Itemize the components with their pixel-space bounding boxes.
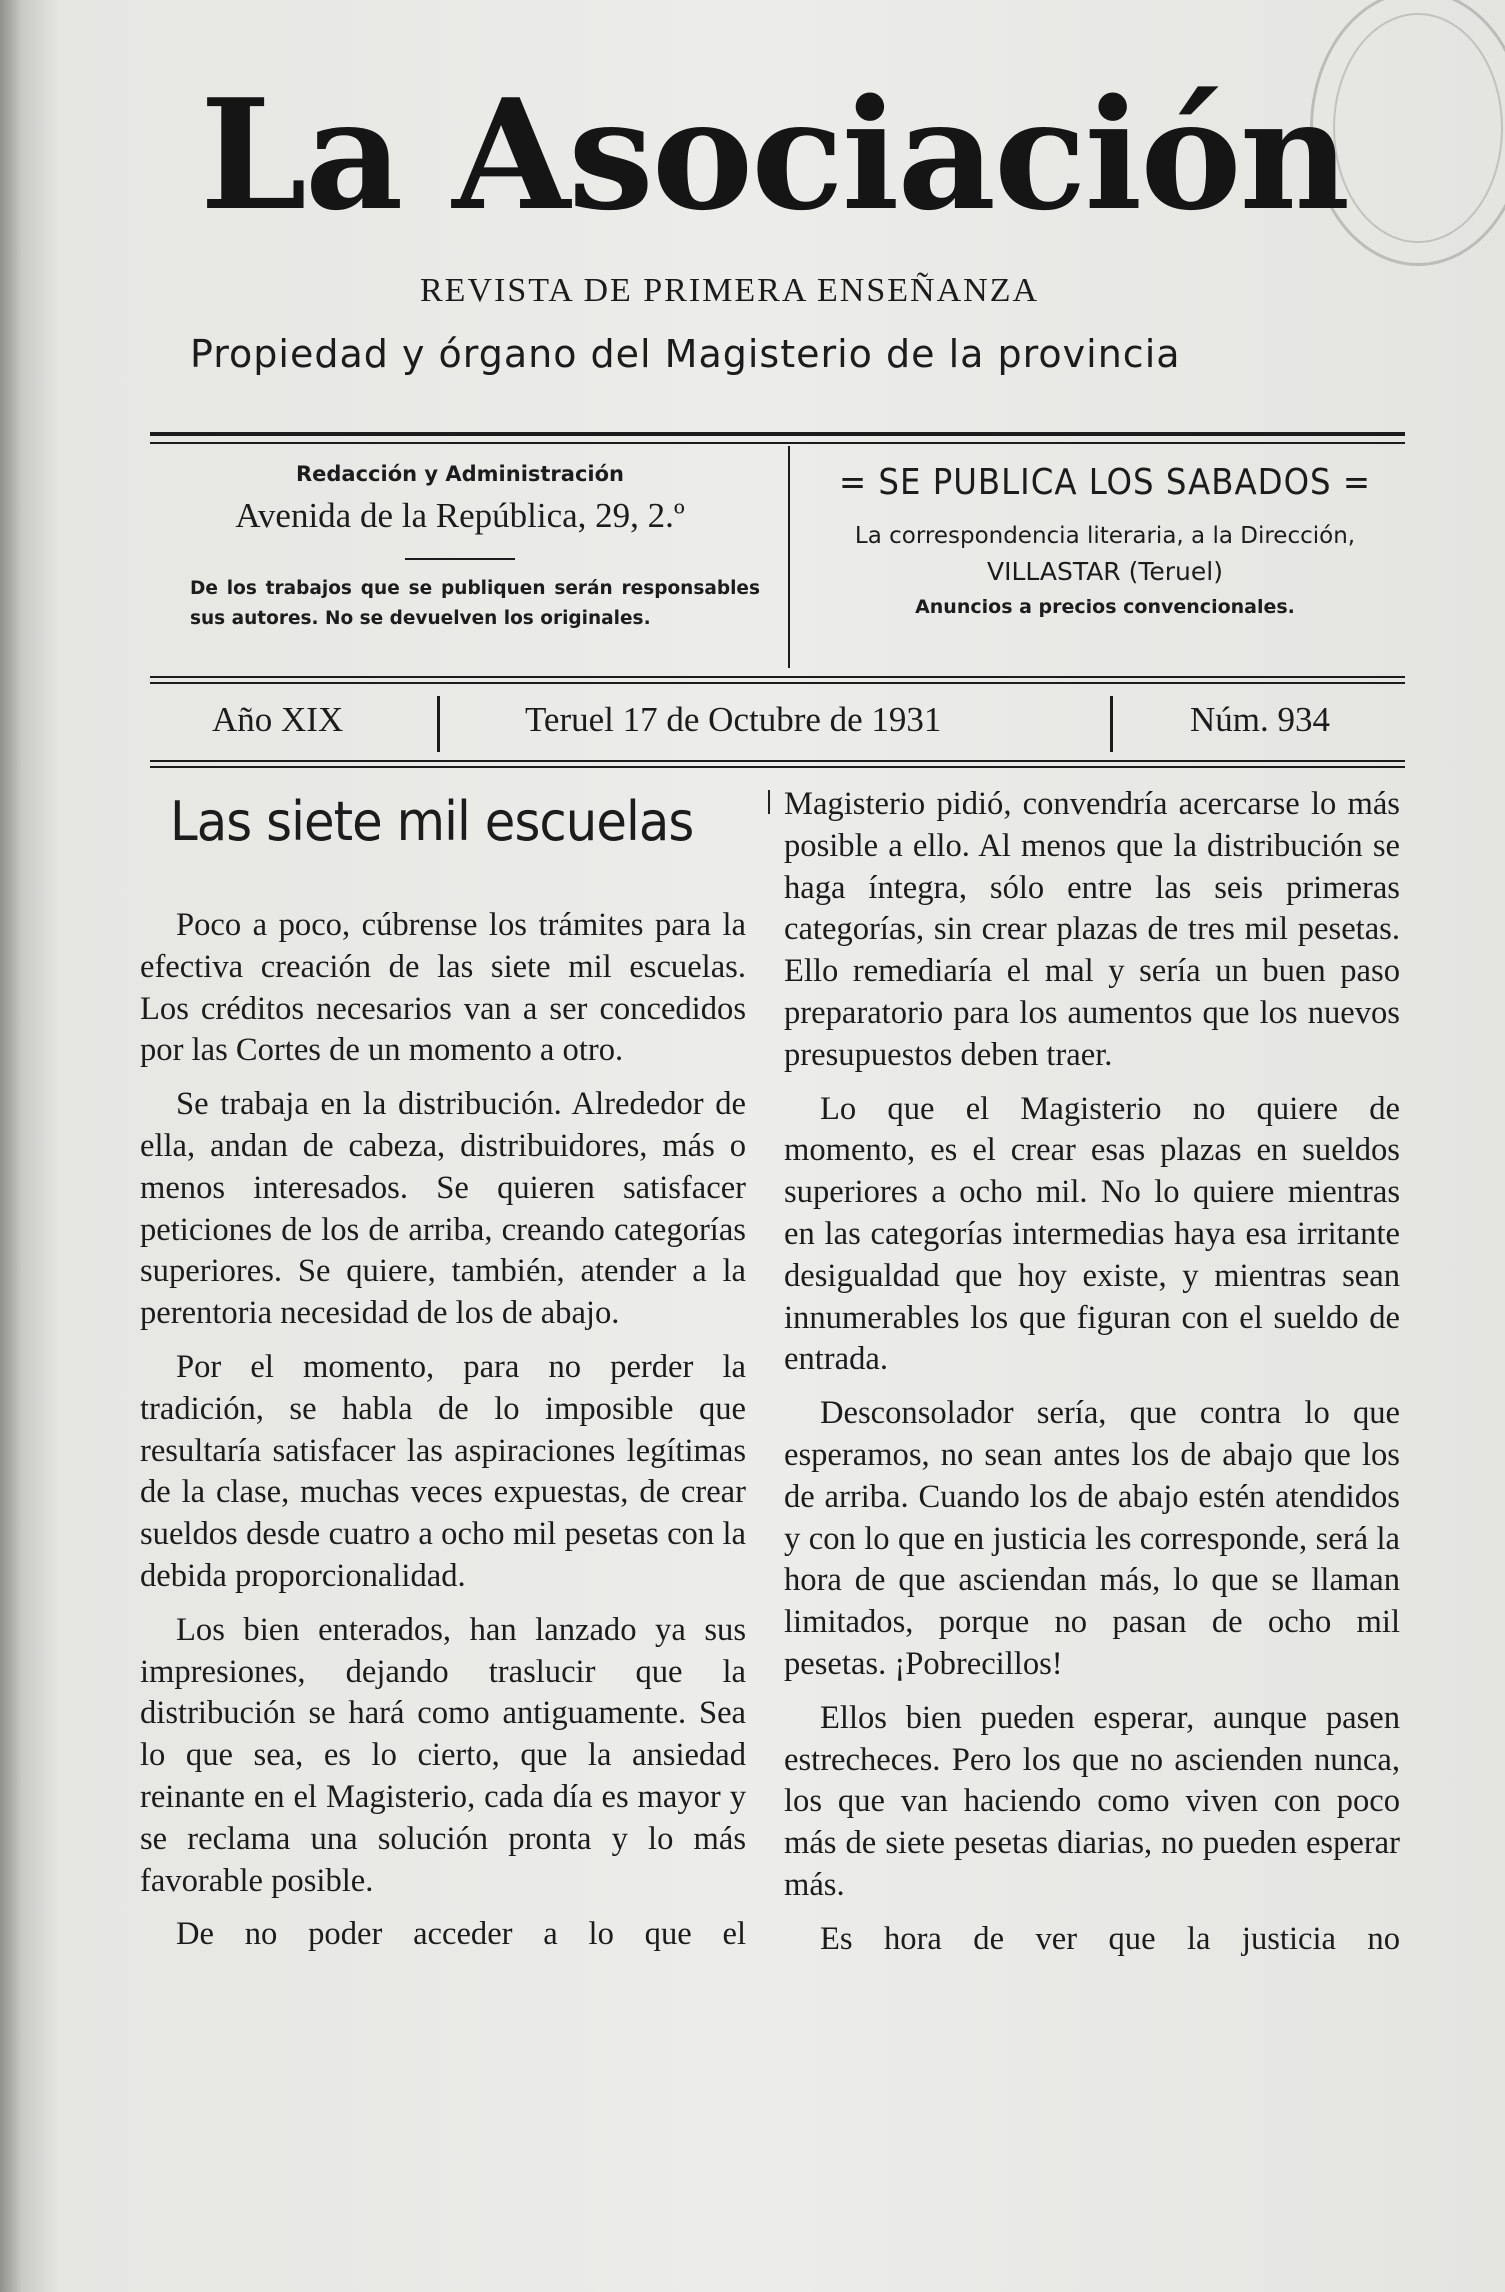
dateline-separator-right [1110, 696, 1113, 752]
dateline-separator-left [437, 696, 440, 752]
rule-dateline-bottom-1 [150, 760, 1405, 762]
column-divider-mark [768, 790, 770, 814]
article-column-right [784, 784, 1400, 1961]
administration-label: Redacción y Administración [295, 462, 624, 486]
info-box-left [150, 462, 770, 634]
authors-note: De los trabajos que se publiquen serán responsables sus autores. No se devuelven los originales. [190, 578, 760, 629]
info-box-right [800, 462, 1410, 618]
article-headline: Las siete mil escuelas [170, 790, 694, 853]
article-paragraph: Lo que el Magisterio no quiere de momento, es el crear esas plazas en sueldos superiores a ocho mil. No lo quiere mientras en las categorías intermedias haya esa irritante desigualdad que hoy existe, y mientras sean innumerables los que figuran con el sueldo de entrada. [784, 1090, 1400, 1378]
correspondence-town: VILLASTAR (Teruel) [987, 557, 1223, 586]
issue-number: Núm. 934 [1190, 700, 1330, 739]
article-paragraph: Magisterio pidió, convendría acercarse lo más posible a ello. Al menos que la distribución se haga íntegra, sólo entre las seis primeras categorías, sin crear plazas de tres mil pesetas. Ello remediaría el mal y sería un buen paso preparatorio para los aumentos que los nuevos presupuestos deben traer. [784, 786, 1400, 1073]
article-paragraph: Desconsolador sería, que contra lo que esperamos, no sean antes los de abajo que los de arriba. Cuando los de abajo estén atendidos y con lo que en justicia les corresponde, será la hora de que asciendan más, lo que se llaman limitados, porque no pasan de ocho mil pesetas. ¡Pobrecillos! [784, 1395, 1400, 1682]
article-paragraph: Se trabaja en la distribución. Alrededor de ella, andan de cabeza, distribuidores, más o menos interesados. Se quieren satisfacer peticiones de los de arriba, creando categorías superiores. Se quiere, también, atender a la perentoria necesidad de los de abajo. [140, 1086, 746, 1332]
issue-date: Teruel 17 de Octubre de 1931 [525, 700, 942, 739]
short-divider [405, 558, 515, 560]
masthead-title: La Asociación [200, 65, 1349, 244]
article-paragraph: Es hora de ver que la justicia no [820, 1920, 1400, 1957]
article-paragraph: Poco a poco, cúbrense los trámites para la efectiva creación de las siete mil escuelas. Los créditos necesarios van a ser concedidos por las Cortes de un momento a otro. [140, 907, 746, 1069]
rule-top-thick [150, 432, 1405, 436]
rule-dateline-top-1 [150, 676, 1405, 678]
article-paragraph: Por el momento, para no perder la tradición, se habla de lo imposible que resultaría satisfacer las aspiraciones legítimas de la clase, muchas veces expuestas, de crear sueldos desde cuatro a ocho mil pesetas con la debida proporcionalidad. [140, 1348, 746, 1594]
publication-schedule: = SE PUBLICA LOS SABADOS = [838, 462, 1372, 503]
article-paragraph: Ellos bien pueden esperar, aunque pasen estrecheces. Pero los que no ascienden nunca, los que van haciendo como viven con poco más de siete pesetas diarias, no pueden esperar más. [784, 1699, 1400, 1903]
info-box-divider [788, 446, 790, 668]
article-paragraph: De no poder acceder a lo que el [176, 1916, 746, 1953]
masthead-subtitle: REVISTA DE PRIMERA ENSEÑANZA [420, 272, 1040, 309]
advertising-note: Anuncios a precios convencionales. [915, 596, 1295, 618]
library-stamp-inner-ring [1333, 13, 1503, 243]
article-paragraph: Los bien enterados, han lanzado ya sus impresiones, dejando traslucir que la distribución se hará como antiguamente. Sea lo que sea, es lo cierto, que la ansiedad reinante en el Magisterio, cada día es mayor y se reclama una solución pronta y lo más favorable posible. [140, 1611, 746, 1899]
issue-year: Año XIX [212, 700, 344, 739]
page-bottom-edge [0, 2240, 1505, 2292]
masthead-owner-line: Propiedad y órgano del Magisterio de la provincia [190, 332, 1181, 376]
rule-dateline-top-2 [150, 682, 1405, 684]
rule-dateline-bottom-2 [150, 766, 1405, 768]
article-column-left [140, 905, 746, 1956]
correspondence-line: La correspondencia literaria, a la Dirección, [854, 523, 1356, 549]
rule-top-thin [150, 442, 1405, 444]
administration-address: Avenida de la República, 29, 2.º [235, 496, 685, 535]
